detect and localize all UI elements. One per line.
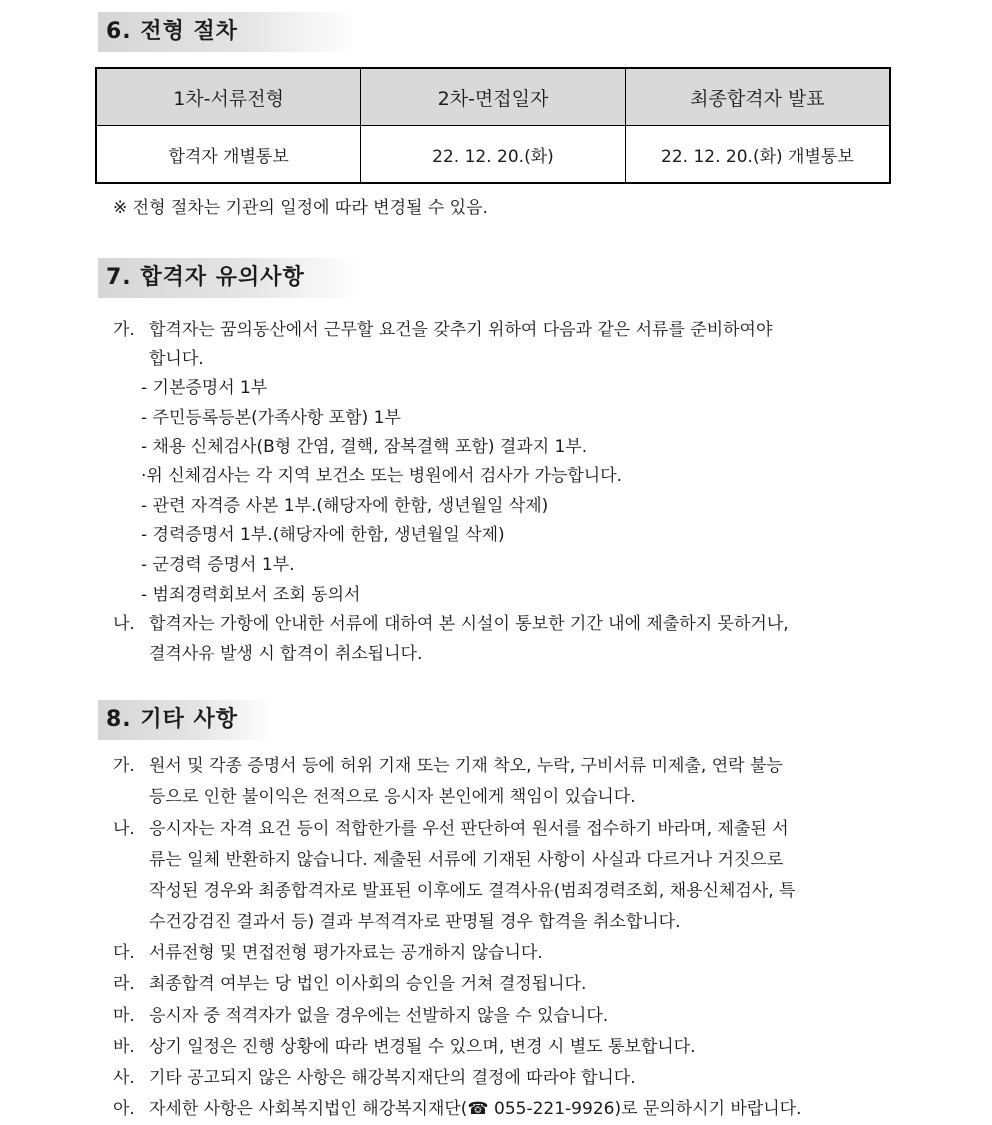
list-item [141, 403, 401, 428]
list-text: 결격사유 발생 시 합격이 취소됩니다. [149, 644, 423, 664]
list-item [113, 1063, 636, 1088]
list-text: 합격자는 가항에 안내한 서류에 대하여 본 시설이 통보한 기간 내에 제출하지 못하거나, [149, 614, 789, 634]
list-text: 최종합격 여부는 당 법인 이사회의 승인을 거쳐 결정됩니다. [149, 974, 587, 994]
list-text: 상기 일정은 진행 상황에 따라 변경될 수 있으며, 변경 시 별도 통보합니다. [149, 1037, 696, 1057]
section-6-heading: 6. 전형 절차 [98, 12, 358, 52]
list-item [113, 609, 789, 634]
list-text: - 주민등록등본(가족사항 포함) 1부 [141, 408, 401, 428]
list-item [141, 520, 505, 545]
list-text: 수건강검진 결과서 등) 결과 부적격자로 판명될 경우 합격을 취소합니다. [149, 912, 681, 932]
list-marker: 바. [113, 1037, 135, 1057]
list-text: - 채용 신체검사(B형 간염, 결핵, 잠복결핵 포함) 결과지 1부. [141, 437, 588, 457]
table-cell: 합격자 개별통보 [96, 126, 361, 184]
table-cell: 22. 12. 20.(화) 개별통보 [625, 126, 890, 184]
list-item [141, 373, 267, 398]
table-header-cell: 최종합격자 발표 [625, 68, 890, 126]
list-item [113, 1032, 696, 1057]
table-header-cell: 2차-면접일자 [361, 68, 626, 126]
list-item [113, 1001, 608, 1026]
list-item [141, 461, 622, 486]
list-item [149, 876, 795, 901]
list-text: 합니다. [149, 349, 204, 369]
list-item [113, 814, 789, 839]
list-item [149, 845, 783, 870]
list-text: - 범죄경력회보서 조회 동의서 [141, 585, 361, 605]
list-text: ·위 신체검사는 각 지역 보건소 또는 병원에서 검사가 가능합니다. [141, 466, 623, 486]
list-text: 자세한 사항은 사회복지법인 해강복지재단(☎ 055-221-9926)로 문의하시기 바랍니다. [149, 1099, 802, 1119]
section-7-heading: 7. 합격자 유의사항 [98, 258, 360, 298]
list-item [149, 782, 636, 807]
list-text: - 군경력 증명서 1부. [141, 555, 295, 575]
list-item [113, 1094, 802, 1119]
procedure-note: ※ 전형 절차는 기관의 일정에 따라 변경될 수 있음. [113, 198, 488, 218]
list-text: 응시자 중 적격자가 없을 경우에는 선발하지 않을 수 있습니다. [149, 1006, 609, 1026]
list-text: 류는 일체 반환하지 않습니다. 제출된 서류에 기재된 사항이 사실과 다르거나 거짓으로 [149, 850, 784, 870]
list-item [149, 639, 422, 664]
section-8-heading: 8. 기타 사항 [98, 700, 274, 740]
list-text: 기타 공고되지 않은 사항은 해강복지재단의 결정에 따라야 합니다. [149, 1068, 636, 1088]
list-marker: 라. [113, 974, 135, 994]
list-marker: 나. [113, 819, 135, 839]
list-item [113, 315, 772, 340]
list-text: 원서 및 각종 증명서 등에 허위 기재 또는 기재 착오, 누락, 구비서류 미제출, 연락 불능 [149, 756, 783, 776]
list-marker: 가. [113, 756, 135, 776]
list-item [113, 969, 586, 994]
list-text: 합격자는 꿈의동산에서 근무할 요건을 갖추기 위하여 다음과 같은 서류를 준비하여야 [149, 320, 773, 340]
list-marker: 나. [113, 614, 135, 634]
table-cell: 22. 12. 20.(화) [361, 126, 626, 184]
list-text: 서류전형 및 면접전형 평가자료는 공개하지 않습니다. [149, 943, 543, 963]
list-marker: 다. [113, 943, 135, 963]
list-text: 작성된 경우와 최종합격자로 발표된 이후에도 결격사유(범죄경력조회, 채용신체검사, 특 [149, 881, 796, 901]
table-header-cell: 1차-서류전형 [96, 68, 361, 126]
list-text: 등으로 인한 불이익은 전적으로 응시자 본인에게 책임이 있습니다. [149, 787, 636, 807]
list-item [141, 491, 548, 516]
procedure-table [95, 67, 891, 184]
list-text: - 경력증명서 1부.(해당자에 한함, 생년월일 삭제) [141, 525, 505, 545]
list-item [113, 938, 543, 963]
list-item [141, 580, 360, 605]
list-marker: 사. [113, 1068, 135, 1088]
list-item [149, 344, 204, 369]
list-marker: 마. [113, 1006, 135, 1026]
list-item [141, 432, 587, 457]
table-header-row [96, 68, 890, 126]
list-item [149, 907, 681, 932]
table-row [96, 126, 890, 184]
list-text: - 관련 자격증 사본 1부.(해당자에 한함, 생년월일 삭제) [141, 496, 549, 516]
list-text: - 기본증명서 1부 [141, 378, 268, 398]
list-marker: 아. [113, 1099, 135, 1119]
list-item [141, 550, 295, 575]
list-text: 응시자는 자격 요건 등이 적합한가를 우선 판단하여 원서를 접수하기 바라며, 제출된 서 [149, 819, 789, 839]
list-item [113, 751, 783, 776]
list-marker: 가. [113, 320, 135, 340]
